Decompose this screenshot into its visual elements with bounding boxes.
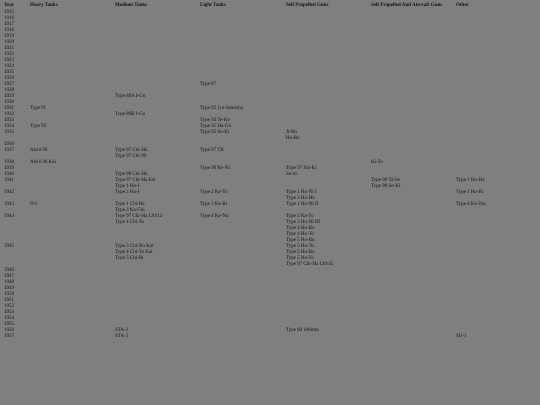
- vehicle-name: Type 3 Chi-Nu Kai: [115, 244, 154, 249]
- vehicle-name: Type 97 Shi-Ki: [286, 166, 317, 171]
- cell-medium-tanks: [115, 244, 153, 262]
- cell-year: 1957: [4, 334, 14, 339]
- vehicle-name: Type 3 Ho-Ni III: [286, 220, 320, 225]
- cell-year: 1935: [4, 130, 14, 135]
- vehicle-name: Type 60 106mm: [286, 328, 319, 333]
- cell-year: 1949: [4, 286, 14, 291]
- cell-year: 1915: [4, 10, 14, 15]
- cell-self-propelled-guns: [286, 190, 317, 202]
- vehicle-name: Type 5 Ho-Ru: [286, 238, 315, 243]
- vehicle-name: Type 91: [30, 106, 47, 111]
- header-other: Other: [456, 3, 469, 8]
- cell-self-propelled-guns: [286, 202, 318, 208]
- header-self-propelled-guns: Self Propelled Guns: [286, 3, 329, 8]
- cell-year: 1950: [4, 292, 14, 297]
- cell-year: 1922: [4, 52, 14, 57]
- cell-self-propelled-guns: [286, 130, 300, 142]
- cell-year: 1938: [4, 160, 14, 165]
- table-row: [0, 214, 540, 244]
- cell-year: 1928: [4, 88, 14, 93]
- cell-light-tanks: [200, 148, 224, 154]
- cell-medium-tanks: [115, 178, 156, 190]
- vehicle-name: Type 5 Na-To: [286, 256, 314, 261]
- vehicle-name: Type 4 Ke-Nu: [200, 214, 229, 219]
- vehicle-name: Type 4 Chi-To: [115, 220, 145, 225]
- cell-year: 1919: [4, 34, 14, 39]
- header-year: Year: [4, 3, 14, 8]
- cell-heavy-tanks: [30, 202, 37, 208]
- vehicle-name: Type 98 Ke-Ni: [200, 166, 230, 171]
- cell-year: 1931: [4, 106, 14, 111]
- cell-medium-tanks: [115, 202, 145, 214]
- vehicle-name: Type 92 Jyu-Sokosha: [200, 106, 243, 111]
- cell-light-tanks: [200, 202, 227, 208]
- vehicle-name: Type 98 Chi-Ho: [115, 172, 148, 177]
- cell-year: 1923: [4, 58, 14, 63]
- vehicle-name: Type 5 Ho-To: [286, 244, 314, 249]
- vehicle-name: Type 5 Ho-Ru: [286, 250, 315, 255]
- cell-year: 1918: [4, 28, 14, 33]
- header-self-propelled-aa-guns: Self Propelled Anti Aircraft Guns: [371, 3, 443, 8]
- cell-other: [456, 334, 467, 340]
- cell-year: 1930: [4, 100, 14, 105]
- cell-self-propelled-guns: [286, 244, 333, 268]
- table-row: [0, 178, 540, 190]
- header-medium-tanks: Medium Tanks: [115, 3, 148, 8]
- vehicle-name: SU-1: [456, 334, 467, 339]
- vehicle-name: Type 97 Chi-Ha: [115, 148, 148, 153]
- vehicle-name: Type 4 Ka-Tsu: [456, 202, 486, 207]
- cell-year: 1941: [4, 178, 14, 183]
- vehicle-name: Type 5 Chi-Ri: [115, 256, 144, 261]
- vehicle-name: O-I: [30, 202, 37, 207]
- cell-year: 1955: [4, 322, 14, 327]
- table-row: [0, 244, 540, 268]
- vehicle-name: Type 1 Ho-Ki: [456, 190, 484, 195]
- cell-year: 1944: [4, 214, 14, 219]
- cell-other: [456, 190, 484, 196]
- cell-year: 1925: [4, 70, 14, 75]
- cell-year: 1940: [4, 172, 14, 177]
- vehicle-name: Type 94 Te-Ke: [200, 118, 230, 123]
- vehicle-name: Type 4 Chi-To Kai: [115, 250, 153, 255]
- vehicle-name: Type 4 Ho-To: [286, 232, 314, 237]
- vehicle-name: Type 97 TK: [200, 148, 224, 153]
- vehicle-name: Type 1 Chi-He: [115, 202, 145, 207]
- vehicle-name: Ji-Ro: [286, 130, 297, 135]
- vehicle-name: Aichi 96 Kai: [30, 160, 56, 165]
- cell-year: 1933: [4, 118, 14, 123]
- table-row: [0, 130, 540, 142]
- vehicle-name: Type 97 Chi-Ha 120/12: [115, 214, 163, 219]
- table-header: [0, 3, 540, 9]
- vehicle-name: Type 1 Ho-I: [115, 184, 140, 189]
- cell-light-tanks: [200, 190, 228, 196]
- cell-other: [456, 178, 485, 184]
- vehicle-name: Type 87: [200, 82, 217, 87]
- cell-year: 1947: [4, 274, 14, 279]
- cell-year: 1946: [4, 268, 14, 273]
- vehicle-name: Type 2 Ho-I: [115, 190, 140, 195]
- cell-self-propelled-guns: [286, 214, 320, 244]
- vehicle-name: Type 97 Chi-Ni: [115, 154, 147, 159]
- vehicle-name: Type 98 Ta-Se: [371, 178, 400, 183]
- vehicle-name: Type 97 Chi-Ha 120/45: [286, 262, 334, 267]
- table-row: [0, 190, 540, 202]
- cell-medium-tanks: [115, 334, 128, 340]
- cell-year: 1953: [4, 310, 14, 315]
- cell-year: 1936: [4, 142, 14, 147]
- vehicle-name: Type 2 Ka-To: [286, 214, 314, 219]
- cell-year: 1943: [4, 202, 14, 207]
- vehicle-name: Type 95 So-Ki: [200, 130, 230, 135]
- cell-year: 1926: [4, 76, 14, 81]
- cell-year: 1916: [4, 16, 14, 21]
- vehicle-name: STA-1: [115, 328, 129, 333]
- vehicle-name: Type 1 Ho-Ni II: [286, 202, 319, 207]
- cell-year: 1924: [4, 64, 14, 69]
- vehicle-name: Type 2 Ke-To: [200, 190, 228, 195]
- vehicle-name: Type 4 Ho-Ro: [286, 226, 315, 231]
- vehicle-name: Type 89A I-Go: [115, 94, 146, 99]
- vehicle-name: Ho-Ro: [286, 136, 300, 141]
- vehicle-name: Type 89B I-Go: [115, 112, 146, 117]
- cell-year: 1939: [4, 166, 14, 171]
- cell-medium-tanks: [115, 214, 162, 226]
- cell-year: 1956: [4, 328, 14, 333]
- vehicle-name: Type 1 Ho-Ni I: [286, 190, 317, 195]
- cell-year: 1952: [4, 304, 14, 309]
- cell-year: 1948: [4, 280, 14, 285]
- table-row: [0, 334, 540, 340]
- cell-self-propelled-aa-guns: [371, 178, 400, 190]
- cell-medium-tanks: [115, 148, 147, 160]
- cell-year: 1942: [4, 190, 14, 195]
- vehicle-name: Type 3 Ke-Ri: [200, 202, 228, 207]
- vehicle-name: Aichi 96: [30, 148, 48, 153]
- cell-year: 1945: [4, 244, 14, 249]
- vehicle-name: Type 95: [30, 124, 47, 129]
- cell-year: 1951: [4, 298, 14, 303]
- cell-year: 1929: [4, 94, 14, 99]
- vehicle-name: Type 3 Ho-Ho: [286, 196, 315, 201]
- cell-year: 1932: [4, 112, 14, 117]
- cell-heavy-tanks: [30, 148, 47, 154]
- vehicle-name: Type 1 Ho-Ha: [456, 178, 485, 183]
- vehicle-name: So-to: [286, 172, 297, 177]
- cell-light-tanks: [200, 214, 229, 220]
- cell-light-tanks: [200, 130, 229, 136]
- vehicle-name: Type 3 Ka-Chi: [115, 208, 145, 213]
- cell-year: 1927: [4, 82, 14, 87]
- vehicle-name: Ki-To: [371, 160, 383, 165]
- table-row: [0, 202, 540, 214]
- cell-year: 1917: [4, 22, 14, 27]
- cell-year: 1921: [4, 46, 14, 51]
- vehicle-name: Type 95 Ha-Go: [200, 124, 232, 129]
- vehicle-name: STA-2: [115, 334, 129, 339]
- header-heavy-tanks: Heavy Tanks: [30, 3, 58, 8]
- vehicle-name: Type 97 Chi-Ha Kai: [115, 178, 156, 183]
- table-row: [0, 148, 540, 160]
- cell-year: 1934: [4, 124, 14, 129]
- cell-other: [456, 202, 486, 208]
- vehicle-name: Type 98 So-Ki: [371, 184, 401, 189]
- cell-year: 1954: [4, 316, 14, 321]
- cell-year: 1937: [4, 148, 14, 153]
- cell-medium-tanks: [115, 190, 139, 196]
- header-light-tanks: Light Tanks: [200, 3, 226, 8]
- cell-year: 1920: [4, 40, 14, 45]
